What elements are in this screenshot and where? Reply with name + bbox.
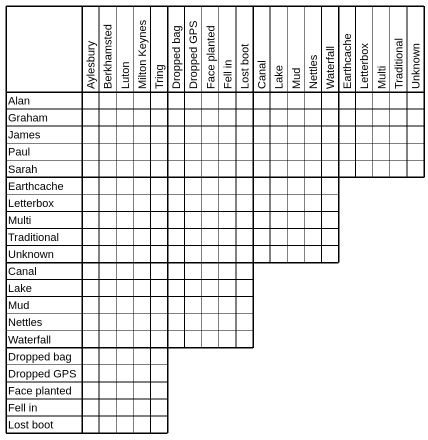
grid-cell[interactable] bbox=[202, 212, 218, 228]
grid-cell[interactable] bbox=[322, 195, 338, 211]
grid-cell[interactable] bbox=[219, 314, 235, 330]
grid-cell[interactable] bbox=[151, 280, 167, 296]
grid-cell[interactable] bbox=[134, 314, 150, 330]
grid-cell[interactable] bbox=[288, 229, 304, 245]
grid-cell[interactable] bbox=[288, 212, 304, 228]
grid-cell[interactable] bbox=[151, 212, 167, 228]
grid-cell[interactable] bbox=[168, 127, 184, 143]
grid-cell[interactable] bbox=[185, 212, 201, 228]
grid-cell[interactable] bbox=[390, 161, 406, 177]
row-header: Unknown bbox=[8, 249, 54, 261]
grid-cell[interactable] bbox=[185, 331, 201, 347]
grid-cell[interactable] bbox=[202, 263, 218, 279]
grid-cell[interactable] bbox=[185, 314, 201, 330]
grid-cell[interactable] bbox=[151, 399, 167, 415]
column-header: Earthcache bbox=[342, 33, 355, 89]
grid-cell[interactable] bbox=[151, 161, 167, 177]
grid-cell[interactable] bbox=[254, 195, 270, 211]
grid-cell[interactable] bbox=[271, 144, 287, 160]
grid-cell[interactable] bbox=[254, 161, 270, 177]
grid-cell[interactable] bbox=[151, 127, 167, 143]
grid-cell[interactable] bbox=[134, 144, 150, 160]
grid-cell[interactable] bbox=[202, 110, 218, 126]
column-header: Aylesbury bbox=[85, 40, 98, 89]
grid-cell[interactable] bbox=[322, 161, 338, 177]
grid-cell[interactable] bbox=[100, 195, 116, 211]
row-header: James bbox=[8, 129, 41, 142]
row-header: Earthcache bbox=[8, 180, 64, 193]
grid-cell[interactable] bbox=[271, 195, 287, 211]
row-header: Dropped bag bbox=[8, 351, 72, 364]
grid-cell[interactable] bbox=[134, 93, 150, 109]
grid-cell[interactable] bbox=[202, 127, 218, 143]
grid-cell[interactable] bbox=[185, 110, 201, 126]
grid-cell[interactable] bbox=[219, 212, 235, 228]
column-header: Canal bbox=[256, 60, 269, 89]
grid-cell[interactable] bbox=[236, 280, 252, 296]
grid-cell[interactable] bbox=[254, 178, 270, 194]
row-header: Waterfall bbox=[8, 334, 51, 347]
grid-cell[interactable] bbox=[236, 229, 252, 245]
grid-cell[interactable] bbox=[271, 229, 287, 245]
grid-cell[interactable] bbox=[83, 416, 99, 432]
grid-cell[interactable] bbox=[117, 280, 133, 296]
grid-cell[interactable] bbox=[134, 365, 150, 381]
grid-cell[interactable] bbox=[100, 93, 116, 109]
grid-cell[interactable] bbox=[168, 178, 184, 194]
grid-cell[interactable] bbox=[100, 127, 116, 143]
grid-cell[interactable] bbox=[168, 212, 184, 228]
grid-cell[interactable] bbox=[185, 161, 201, 177]
row-header: Face planted bbox=[8, 385, 72, 398]
grid-cell[interactable] bbox=[134, 212, 150, 228]
grid-cell[interactable] bbox=[407, 110, 423, 126]
row-header: Lost boot bbox=[8, 419, 54, 432]
grid-cell[interactable] bbox=[339, 93, 355, 109]
grid-cell[interactable] bbox=[356, 161, 372, 177]
grid-cell[interactable] bbox=[117, 229, 133, 245]
grid-cell[interactable] bbox=[322, 178, 338, 194]
grid-cell[interactable] bbox=[236, 144, 252, 160]
grid-cell[interactable] bbox=[185, 144, 201, 160]
grid-cell[interactable] bbox=[168, 144, 184, 160]
grid-cell[interactable] bbox=[100, 263, 116, 279]
column-header: Letterbox bbox=[359, 43, 372, 89]
grid-cell[interactable] bbox=[168, 195, 184, 211]
grid-cell[interactable] bbox=[254, 144, 270, 160]
grid-cell[interactable] bbox=[117, 246, 133, 262]
grid-cell[interactable] bbox=[322, 110, 338, 126]
grid-cell[interactable] bbox=[236, 161, 252, 177]
grid-cell[interactable] bbox=[271, 110, 287, 126]
grid-cell[interactable] bbox=[117, 365, 133, 381]
grid-cell[interactable] bbox=[117, 263, 133, 279]
grid-cell[interactable] bbox=[83, 195, 99, 211]
grid-cell[interactable] bbox=[151, 110, 167, 126]
grid-cell[interactable] bbox=[288, 246, 304, 262]
grid-cell[interactable] bbox=[219, 178, 235, 194]
grid-cell[interactable] bbox=[151, 144, 167, 160]
grid-cell[interactable] bbox=[219, 331, 235, 347]
grid-cell[interactable] bbox=[134, 416, 150, 432]
grid-cell[interactable] bbox=[219, 161, 235, 177]
grid-cell[interactable] bbox=[83, 297, 99, 313]
grid-cell[interactable] bbox=[236, 212, 252, 228]
grid-cell[interactable] bbox=[254, 127, 270, 143]
grid-cell[interactable] bbox=[168, 161, 184, 177]
grid-cell[interactable] bbox=[151, 297, 167, 313]
grid-cell[interactable] bbox=[202, 144, 218, 160]
grid-cell[interactable] bbox=[236, 314, 252, 330]
grid-cell[interactable] bbox=[288, 110, 304, 126]
column-header: Multi bbox=[376, 65, 389, 89]
grid-cell[interactable] bbox=[100, 365, 116, 381]
grid-cell[interactable] bbox=[100, 246, 116, 262]
grid-cell[interactable] bbox=[322, 229, 338, 245]
grid-cell[interactable] bbox=[202, 195, 218, 211]
grid-cell[interactable] bbox=[134, 348, 150, 364]
grid-cell[interactable] bbox=[254, 229, 270, 245]
grid-cell[interactable] bbox=[83, 127, 99, 143]
grid-cell[interactable] bbox=[288, 195, 304, 211]
grid-cell[interactable] bbox=[305, 144, 321, 160]
grid-cell[interactable] bbox=[151, 382, 167, 398]
grid-cell[interactable] bbox=[151, 246, 167, 262]
grid-cell[interactable] bbox=[83, 93, 99, 109]
grid-cell[interactable] bbox=[390, 93, 406, 109]
grid-cell[interactable] bbox=[254, 110, 270, 126]
grid-cell[interactable] bbox=[117, 178, 133, 194]
grid-cell[interactable] bbox=[100, 110, 116, 126]
grid-cell[interactable] bbox=[271, 246, 287, 262]
grid-cell[interactable] bbox=[185, 280, 201, 296]
row-header: Canal bbox=[8, 266, 37, 279]
grid-cell[interactable] bbox=[134, 263, 150, 279]
grid-cell[interactable] bbox=[254, 93, 270, 109]
grid-cell[interactable] bbox=[168, 93, 184, 109]
grid-cell[interactable] bbox=[236, 297, 252, 313]
grid-cell[interactable] bbox=[356, 93, 372, 109]
grid-cell[interactable] bbox=[168, 229, 184, 245]
grid-cell[interactable] bbox=[151, 348, 167, 364]
grid-cell[interactable] bbox=[219, 93, 235, 109]
row-header: Traditional bbox=[8, 231, 59, 244]
grid-cell[interactable] bbox=[219, 127, 235, 143]
column-header: Traditional bbox=[393, 38, 406, 89]
row-header: Multi bbox=[8, 214, 32, 227]
row-headers bbox=[8, 96, 76, 432]
row-header: Alan bbox=[8, 95, 31, 108]
grid-cell[interactable] bbox=[339, 161, 355, 177]
grid-cell[interactable] bbox=[134, 382, 150, 398]
grid-cell[interactable] bbox=[185, 93, 201, 109]
grid-cell[interactable] bbox=[168, 297, 184, 313]
grid-cell[interactable] bbox=[168, 263, 184, 279]
grid-cell[interactable] bbox=[100, 297, 116, 313]
grid-cell[interactable] bbox=[83, 348, 99, 364]
grid-cell[interactable] bbox=[134, 127, 150, 143]
grid-cell[interactable] bbox=[100, 331, 116, 347]
grid-cell[interactable] bbox=[202, 280, 218, 296]
grid-cell[interactable] bbox=[305, 93, 321, 109]
row-header: Fell in bbox=[8, 402, 38, 415]
grid-cell[interactable] bbox=[202, 297, 218, 313]
column-header: Dropped GPS bbox=[188, 20, 201, 89]
row-header: Sarah bbox=[8, 163, 38, 176]
grid-cell[interactable] bbox=[100, 280, 116, 296]
grid-cell[interactable] bbox=[168, 314, 184, 330]
grid-cell[interactable] bbox=[134, 195, 150, 211]
grid-cell[interactable] bbox=[202, 246, 218, 262]
grid-cell[interactable] bbox=[134, 178, 150, 194]
grid-cell[interactable] bbox=[117, 127, 133, 143]
grid-cell[interactable] bbox=[373, 93, 389, 109]
grid-cell[interactable] bbox=[185, 229, 201, 245]
grid-cell[interactable] bbox=[168, 246, 184, 262]
grid-cell[interactable] bbox=[271, 93, 287, 109]
grid-cell[interactable] bbox=[83, 331, 99, 347]
grid-cell[interactable] bbox=[134, 246, 150, 262]
column-header: Berkhamsted bbox=[102, 24, 115, 89]
grid-cell[interactable] bbox=[151, 178, 167, 194]
grid-cell[interactable] bbox=[151, 229, 167, 245]
grid-cell[interactable] bbox=[83, 178, 99, 194]
grid-cell[interactable] bbox=[100, 399, 116, 415]
grid-cell[interactable] bbox=[288, 144, 304, 160]
grid-cell[interactable] bbox=[254, 246, 270, 262]
row-header: Nettles bbox=[8, 317, 43, 330]
grid-cell[interactable] bbox=[356, 110, 372, 126]
grid-cell[interactable] bbox=[219, 144, 235, 160]
grid-cell[interactable] bbox=[117, 212, 133, 228]
grid-cell[interactable] bbox=[219, 229, 235, 245]
grid-cell[interactable] bbox=[151, 93, 167, 109]
grid-cell[interactable] bbox=[117, 348, 133, 364]
grid-cell[interactable] bbox=[134, 110, 150, 126]
row-header: Dropped GPS bbox=[8, 368, 77, 381]
grid-cell[interactable] bbox=[134, 297, 150, 313]
grid-cell[interactable] bbox=[288, 161, 304, 177]
grid-cell[interactable] bbox=[83, 263, 99, 279]
grid-cell[interactable] bbox=[202, 229, 218, 245]
grid-cell[interactable] bbox=[117, 297, 133, 313]
column-header: Waterfall bbox=[324, 46, 337, 89]
grid-cell[interactable] bbox=[219, 280, 235, 296]
grid-cell[interactable] bbox=[322, 93, 338, 109]
grid-cell[interactable] bbox=[100, 178, 116, 194]
grid-cell[interactable] bbox=[100, 314, 116, 330]
column-header: Unknown bbox=[410, 43, 423, 89]
row-header: Lake bbox=[8, 283, 32, 296]
grid-cell[interactable] bbox=[83, 161, 99, 177]
grid-cell[interactable] bbox=[373, 127, 389, 143]
grid-cell[interactable] bbox=[100, 382, 116, 398]
grid-cell[interactable] bbox=[322, 127, 338, 143]
grid-cell[interactable] bbox=[117, 195, 133, 211]
grid-cell[interactable] bbox=[83, 110, 99, 126]
grid-cell[interactable] bbox=[83, 229, 99, 245]
grid-cell[interactable] bbox=[168, 280, 184, 296]
column-header: Face planted bbox=[205, 25, 218, 89]
grid-cell[interactable] bbox=[236, 127, 252, 143]
grid-cell[interactable] bbox=[100, 161, 116, 177]
grid-cell[interactable] bbox=[83, 382, 99, 398]
grid-cell[interactable] bbox=[134, 399, 150, 415]
grid-cell[interactable] bbox=[185, 195, 201, 211]
grid-cell[interactable] bbox=[322, 212, 338, 228]
grid-cell[interactable] bbox=[151, 195, 167, 211]
grid-cell[interactable] bbox=[373, 110, 389, 126]
grid-cell[interactable] bbox=[185, 178, 201, 194]
grid-cell[interactable] bbox=[305, 110, 321, 126]
column-header: Fell in bbox=[222, 59, 235, 89]
grid-cell[interactable] bbox=[202, 331, 218, 347]
grid-cell[interactable] bbox=[407, 161, 423, 177]
grid-cell[interactable] bbox=[288, 178, 304, 194]
grid-cell[interactable] bbox=[83, 314, 99, 330]
grid-cell[interactable] bbox=[236, 263, 252, 279]
grid-cell[interactable] bbox=[390, 110, 406, 126]
column-header: Lost boot bbox=[239, 43, 252, 89]
grid-cell[interactable] bbox=[185, 297, 201, 313]
grid-cell[interactable] bbox=[305, 246, 321, 262]
grid-cell[interactable] bbox=[339, 127, 355, 143]
grid-cell[interactable] bbox=[373, 161, 389, 177]
column-header: Dropped bag bbox=[171, 25, 184, 89]
grid-cell[interactable] bbox=[117, 416, 133, 432]
grid-cell[interactable] bbox=[219, 263, 235, 279]
grid-cell[interactable] bbox=[236, 331, 252, 347]
grid-cell[interactable] bbox=[185, 127, 201, 143]
grid-cell[interactable] bbox=[390, 144, 406, 160]
grid-cell[interactable] bbox=[339, 110, 355, 126]
column-header: Tring bbox=[153, 64, 166, 89]
grid-cell[interactable] bbox=[134, 229, 150, 245]
grid-cell[interactable] bbox=[305, 212, 321, 228]
grid-cell[interactable] bbox=[168, 110, 184, 126]
grid-cell[interactable] bbox=[356, 144, 372, 160]
grid-cell[interactable] bbox=[288, 93, 304, 109]
grid-cell[interactable] bbox=[83, 365, 99, 381]
row-header: Letterbox bbox=[8, 197, 54, 210]
grid-cell[interactable] bbox=[339, 144, 355, 160]
grid-cell[interactable] bbox=[151, 263, 167, 279]
grid-cell[interactable] bbox=[356, 127, 372, 143]
grid-cell[interactable] bbox=[305, 229, 321, 245]
column-header: Nettles bbox=[307, 54, 320, 89]
grid-cell[interactable] bbox=[305, 127, 321, 143]
grid-cell[interactable] bbox=[134, 331, 150, 347]
grid-cell[interactable] bbox=[100, 144, 116, 160]
grid-cell[interactable] bbox=[151, 416, 167, 432]
grid-cell[interactable] bbox=[236, 178, 252, 194]
grid-cell[interactable] bbox=[117, 161, 133, 177]
column-header: Lake bbox=[273, 65, 286, 89]
row-header: Paul bbox=[8, 146, 31, 159]
grid-cell[interactable] bbox=[83, 246, 99, 262]
grid-cell[interactable] bbox=[134, 280, 150, 296]
grid-cell[interactable] bbox=[305, 161, 321, 177]
grid-cell[interactable] bbox=[100, 348, 116, 364]
grid-cell[interactable] bbox=[117, 110, 133, 126]
grid-cell[interactable] bbox=[151, 314, 167, 330]
grid-cell[interactable] bbox=[83, 399, 99, 415]
grid-cell[interactable] bbox=[202, 161, 218, 177]
grid-cell[interactable] bbox=[322, 144, 338, 160]
grid-cell[interactable] bbox=[185, 263, 201, 279]
column-header: Milton Keynes bbox=[136, 19, 149, 89]
grid-cell[interactable] bbox=[271, 127, 287, 143]
grid-cell[interactable] bbox=[236, 110, 252, 126]
grid-cell[interactable] bbox=[83, 144, 99, 160]
grid-cell[interactable] bbox=[271, 161, 287, 177]
grid-cell[interactable] bbox=[407, 93, 423, 109]
grid-cell[interactable] bbox=[407, 144, 423, 160]
grid-cell[interactable] bbox=[236, 93, 252, 109]
row-header: Mud bbox=[8, 300, 30, 313]
grid-cell[interactable] bbox=[134, 161, 150, 177]
grid-cell[interactable] bbox=[185, 246, 201, 262]
grid-cell[interactable] bbox=[271, 212, 287, 228]
grid-cell[interactable] bbox=[100, 416, 116, 432]
grid-cell[interactable] bbox=[168, 331, 184, 347]
grid-cell[interactable] bbox=[236, 195, 252, 211]
grid-cell[interactable] bbox=[117, 382, 133, 398]
grid-cell[interactable] bbox=[236, 246, 252, 262]
grid-cell[interactable] bbox=[202, 178, 218, 194]
grid-cell[interactable] bbox=[390, 127, 406, 143]
row-header: Graham bbox=[8, 112, 48, 125]
grid-cell[interactable] bbox=[117, 331, 133, 347]
grid-cell[interactable] bbox=[117, 93, 133, 109]
grid-cell[interactable] bbox=[83, 212, 99, 228]
grid-cell[interactable] bbox=[373, 144, 389, 160]
grid-cell[interactable] bbox=[219, 297, 235, 313]
grid-cell[interactable] bbox=[117, 399, 133, 415]
grid-cell[interactable] bbox=[219, 195, 235, 211]
grid-cell[interactable] bbox=[202, 314, 218, 330]
grid-cell[interactable] bbox=[305, 195, 321, 211]
grid-cell[interactable] bbox=[219, 110, 235, 126]
column-header: Mud bbox=[290, 67, 303, 89]
grid-cell[interactable] bbox=[117, 144, 133, 160]
column-header: Luton bbox=[119, 61, 132, 89]
column-headers bbox=[86, 19, 423, 89]
grid-cell[interactable] bbox=[151, 365, 167, 381]
grid-cell[interactable] bbox=[305, 178, 321, 194]
grid-cell[interactable] bbox=[83, 280, 99, 296]
grid-cell[interactable] bbox=[271, 178, 287, 194]
grid-cell[interactable] bbox=[322, 246, 338, 262]
grid-cell[interactable] bbox=[219, 246, 235, 262]
grid-cell[interactable] bbox=[407, 127, 423, 143]
grid-cell[interactable] bbox=[100, 229, 116, 245]
grid-cell[interactable] bbox=[100, 212, 116, 228]
grid-cell[interactable] bbox=[202, 93, 218, 109]
grid-cell[interactable] bbox=[288, 127, 304, 143]
grid-cell[interactable] bbox=[117, 314, 133, 330]
grid-cell[interactable] bbox=[151, 331, 167, 347]
grid-cell[interactable] bbox=[254, 212, 270, 228]
